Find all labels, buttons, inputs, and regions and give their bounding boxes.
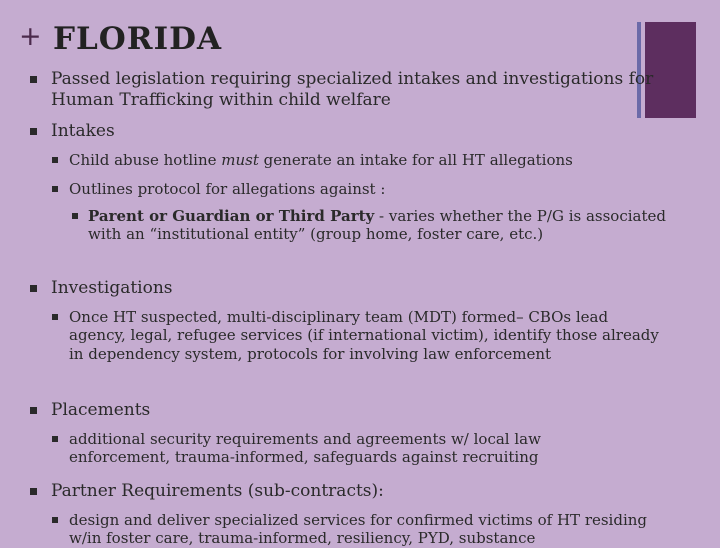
bullet-security: additional security requirements and agreements w/ local law enforcement, trauma-informed, safeguards against recruiting: [69, 430, 541, 467]
slide-title: FLORIDA: [53, 21, 223, 57]
bullet-icon: [52, 186, 58, 192]
bullet-icon: [52, 157, 58, 163]
bullet-icon: [30, 488, 37, 495]
bullet-parent-guardian: [88, 207, 678, 244]
plus-icon: +: [19, 21, 42, 52]
bullet-hotline: [69, 151, 689, 169]
bullet-legislation: Passed legislation requiring specialized intakes and investigations for Human Trafficking within child welfare: [51, 69, 654, 110]
bullet-design-deliver: design and deliver specialized services for confirmed victims of HT residing w/in foster care, trauma-informed, resiliency, PYD, substance: [69, 511, 648, 548]
bullet-icon: [52, 436, 58, 442]
bullet-protocol: Outlines protocol for allegations against :: [69, 180, 386, 198]
bullet-icon: [30, 407, 37, 414]
bullet-icon: [52, 517, 58, 523]
bullet-partner-requirements: Partner Requirements (sub-contracts):: [51, 481, 384, 501]
bullet-investigations: Investigations: [51, 278, 173, 298]
bullet-icon: [52, 314, 58, 320]
bullet-placements: Placements: [51, 400, 151, 420]
hotline-text-emphasis: must: [221, 151, 259, 169]
bullet-icon: [30, 285, 37, 292]
parent-guardian-rest: - varies whether the P/G is associated with an “institutional entity” (group home, foster care, etc.): [88, 207, 666, 244]
hotline-text-post: generate an intake for all HT allegations: [258, 151, 573, 169]
bullet-mdt: Once HT suspected, multi-disciplinary team (MDT) formed– CBOs lead agency, legal, refugee services (if international victim), identify those already in dependency system, protocols for involving law enforcement: [69, 308, 659, 363]
hotline-text-pre: Child abuse hotline: [69, 151, 222, 169]
bullet-icon: [30, 76, 37, 83]
parent-guardian-bold: Parent or Guardian or Third Party: [88, 207, 375, 225]
bullet-intakes: Intakes: [51, 121, 115, 141]
bullet-icon: [72, 213, 78, 219]
bullet-icon: [30, 128, 37, 135]
